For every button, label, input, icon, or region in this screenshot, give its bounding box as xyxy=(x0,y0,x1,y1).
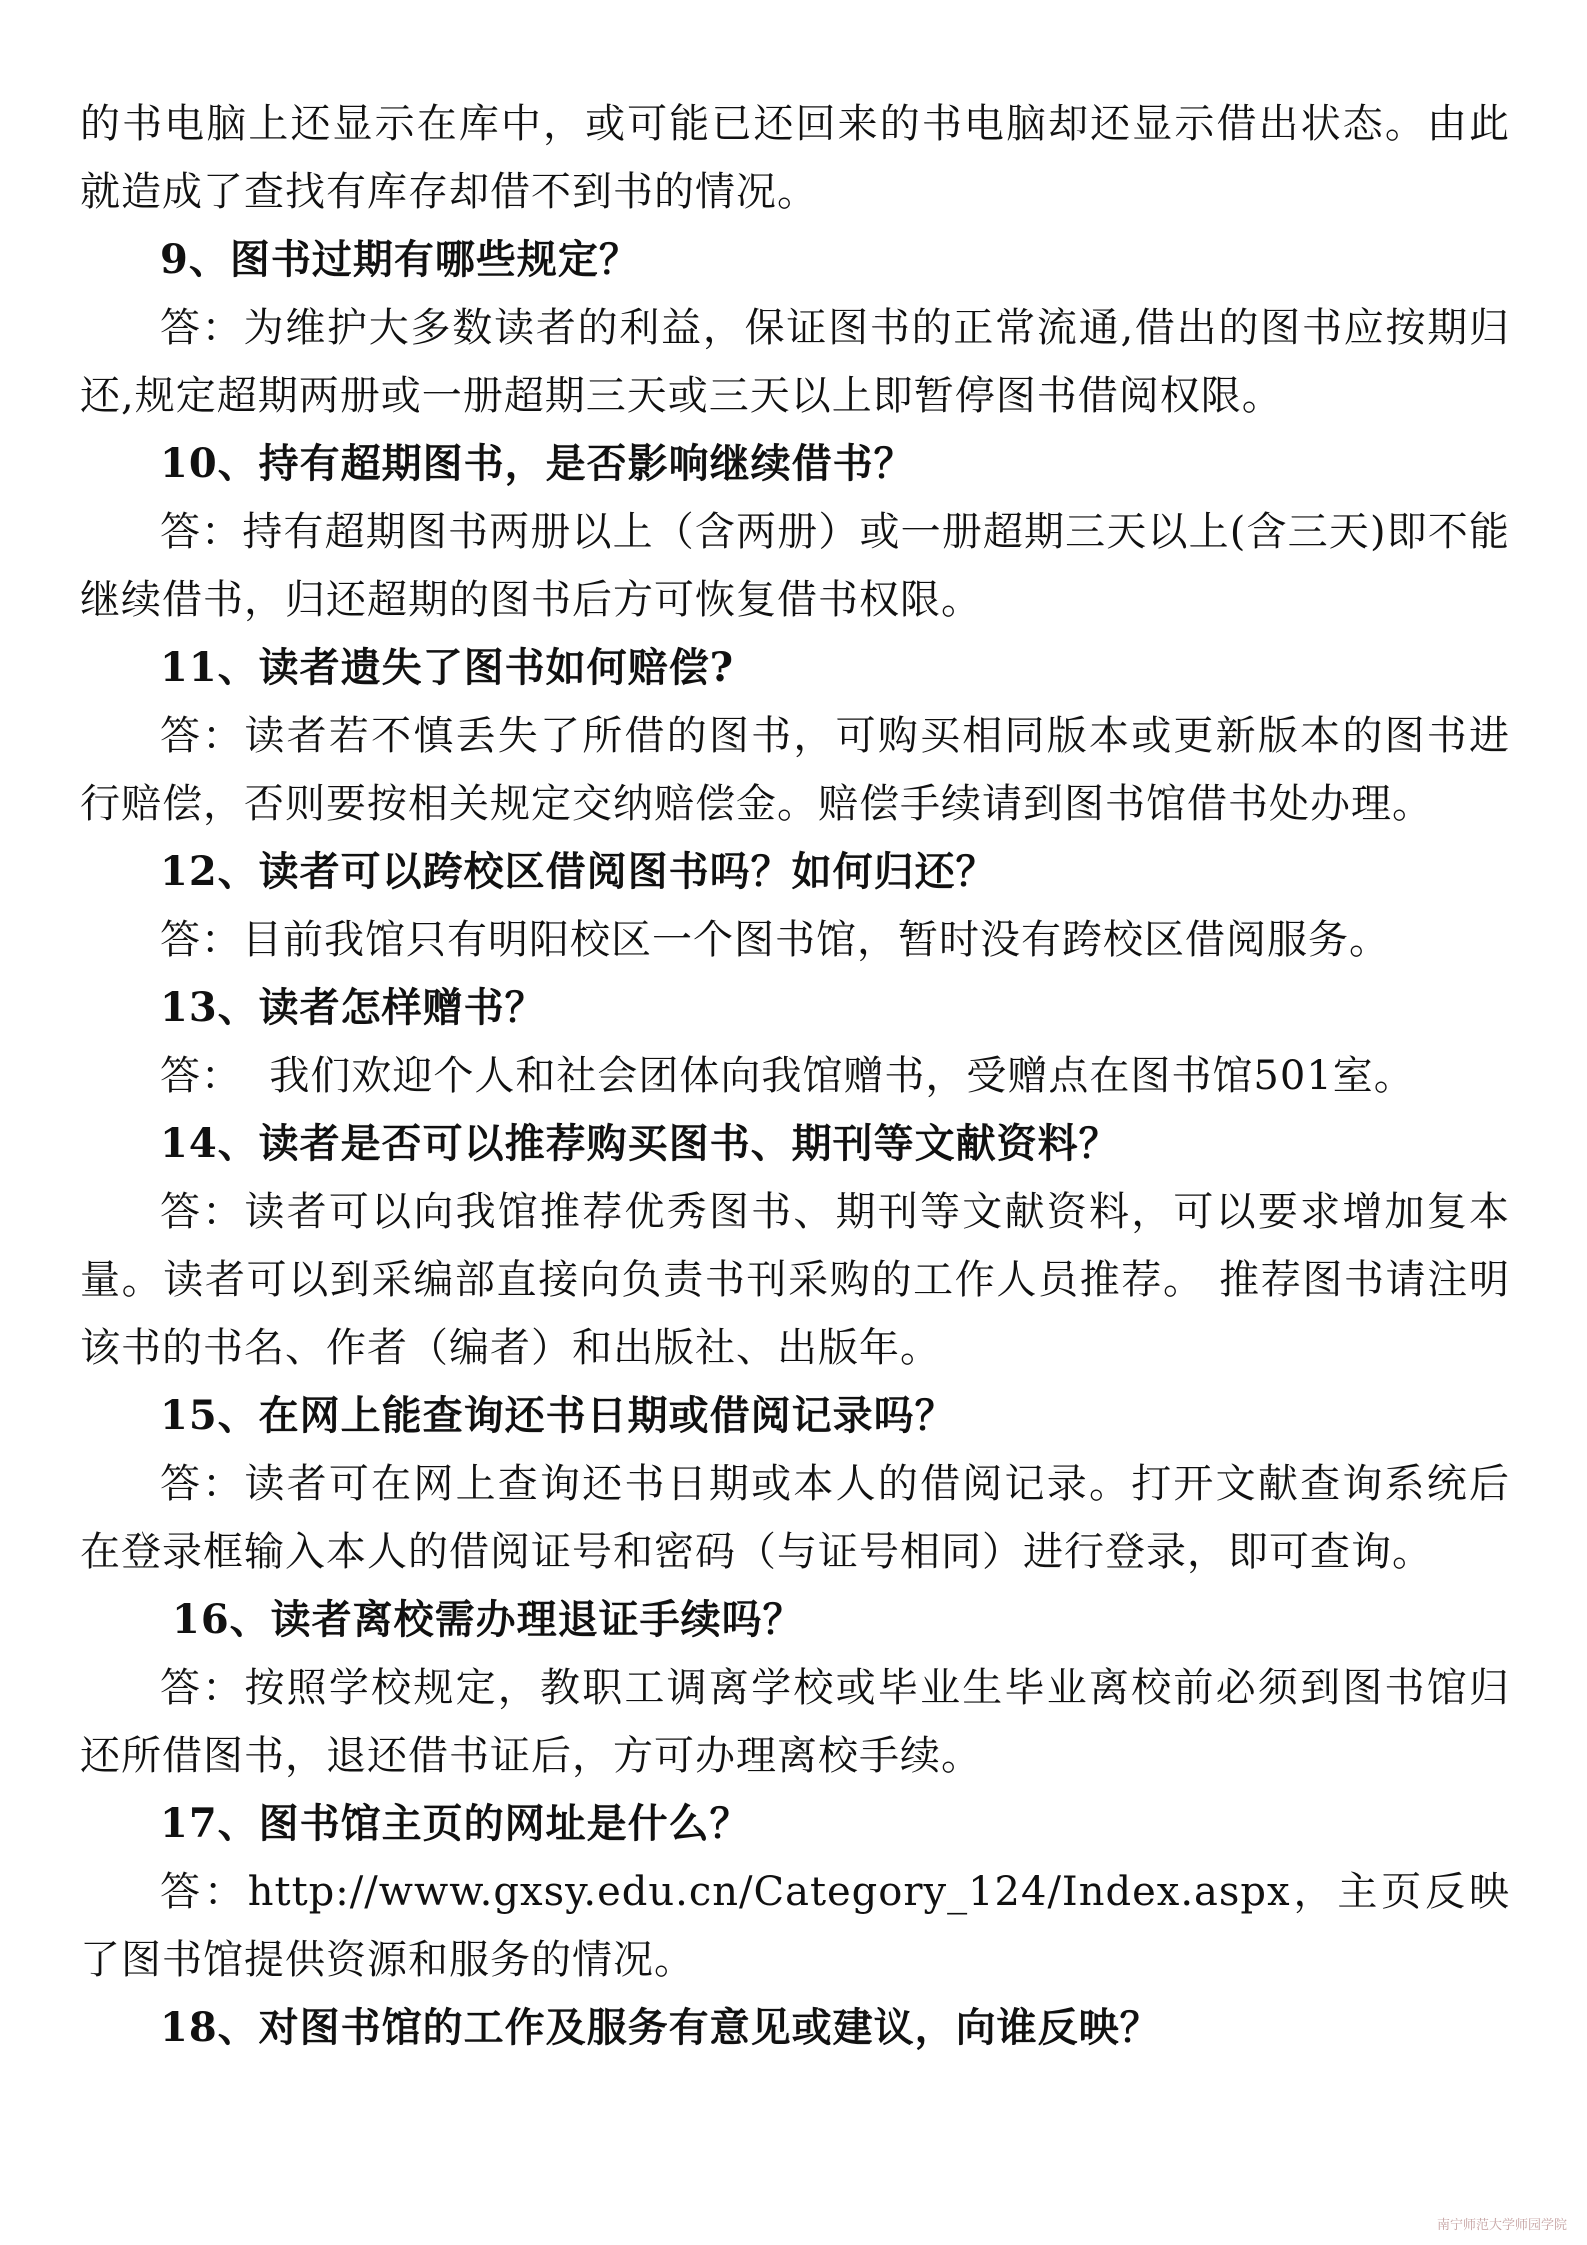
question-12: 12、读者可以跨校区借阅图书吗？如何归还？ xyxy=(160,848,997,895)
question-16: 16、读者离校需办理退证手续吗？ xyxy=(172,1596,804,1643)
question-17: 17、图书馆主页的网址是什么？ xyxy=(160,1800,751,1847)
paragraph-continuation: 的书电脑上还显示在库中，或可能已还回来的书电脑却还显示借出状态。由此就造成了查找有库存却借不到书的情况。 xyxy=(80,101,1510,215)
answer-17: 答：http://www.gxsy.edu.cn/Category_124/Index.aspx，主页反映了图书馆提供资源和服务的情况。 xyxy=(80,1869,1510,1983)
question-10: 10、持有超期图书，是否影响继续借书？ xyxy=(160,440,915,487)
answer-9: 答：为维护大多数读者的利益，保证图书的正常流通,借出的图书应按期归还,规定超期两册或一册超期三天或三天以上即暂停图书借阅权限。 xyxy=(80,305,1510,419)
answer-16: 答：按照学校规定，教职工调离学校或毕业生毕业离校前必须到图书馆归还所借图书，退还借书证后，方可办理离校手续。 xyxy=(80,1665,1510,1779)
document-body xyxy=(80,90,1510,2062)
question-13: 13、读者怎样赠书？ xyxy=(160,984,546,1031)
answer-10: 答：持有超期图书两册以上（含两册）或一册超期三天以上(含三天)即不能继续借书，归还超期的图书后方可恢复借书权限。 xyxy=(80,509,1510,623)
answer-13: 答： 我们欢迎个人和社会团体向我馆赠书，受赠点在图书馆501室。 xyxy=(160,1053,1415,1099)
question-11: 11、读者遗失了图书如何赔偿? xyxy=(160,644,735,691)
answer-15: 答：读者可在网上查询还书日期或本人的借阅记录。打开文献查询系统后在登录框输入本人的借阅证号和密码（与证号相同）进行登录，即可查询。 xyxy=(80,1461,1510,1575)
question-14: 14、读者是否可以推荐购买图书、期刊等文献资料？ xyxy=(160,1120,1120,1167)
watermark: 南宁师范大学师园学院 xyxy=(1436,2218,1567,2233)
question-18: 18、对图书馆的工作及服务有意见或建议，向谁反映？ xyxy=(160,2004,1161,2051)
answer-12: 答：目前我馆只有明阳校区一个图书馆，暂时没有跨校区借阅服务。 xyxy=(160,917,1390,963)
question-9: 9、图书过期有哪些规定？ xyxy=(160,236,640,283)
question-15: 15、在网上能查询还书日期或借阅记录吗？ xyxy=(160,1392,956,1439)
answer-11: 答：读者若不慎丢失了所借的图书，可购买相同版本或更新版本的图书进行赔偿，否则要按相关规定交纳赔偿金。赔偿手续请到图书馆借书处办理。 xyxy=(80,713,1510,827)
answer-14: 答：读者可以向我馆推荐优秀图书、期刊等文献资料，可以要求增加复本量。读者可以到采编部直接向负责书刊采购的工作人员推荐。 推荐图书请注明该书的书名、作者（编者）和出版社、出版年。 xyxy=(80,1189,1510,1371)
